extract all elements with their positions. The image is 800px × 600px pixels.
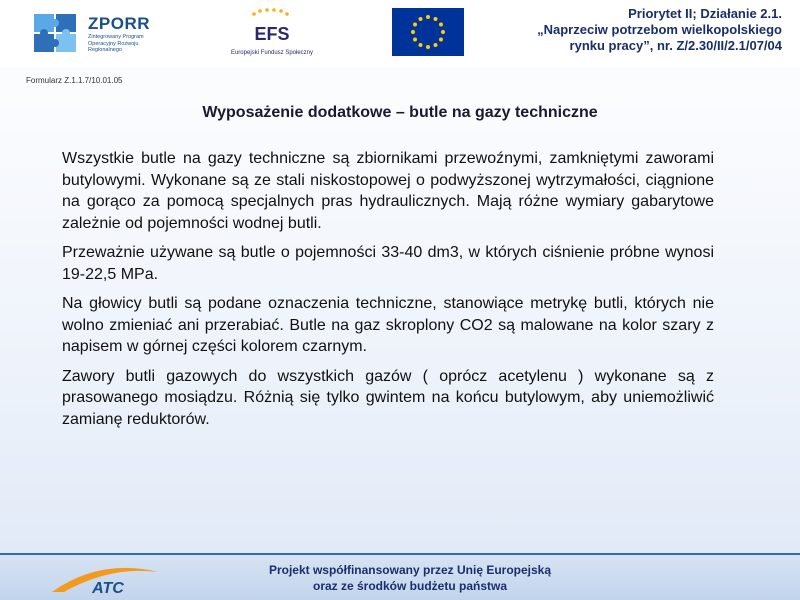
priority-info — [482, 6, 782, 54]
priority-line: „Naprzeciw potrzebom wielkopolskiego — [537, 22, 782, 37]
slide-title: Wyposażenie dodatkowe – butle na gazy techniczne — [202, 104, 598, 121]
atc-logo-text: ATC — [92, 580, 124, 596]
body-paragraph: Zawory butli gazowych do wszystkich gazów ( oprócz acetylenu ) wykonane są z prasowanego mosiądzu. Różnią się tylko gwintem na końcu butylowym, aby uniemożliwić zamianę reduktorów. — [62, 367, 714, 428]
eu-star-icon — [413, 38, 417, 42]
efs-caption: Europejski Fundusz Społeczny — [230, 50, 314, 56]
eu-star-icon — [413, 23, 417, 27]
eu-star-icon — [411, 30, 415, 34]
eu-star-icon — [439, 23, 443, 27]
footer-line: Projekt współfinansowany przez Unię Europejską — [268, 563, 552, 577]
efs-mark-text: EFS — [254, 24, 290, 44]
eu-star-icon — [426, 15, 430, 19]
body-paragraph: Wszystkie butle na gazy techniczne są zbiornikami przewoźnymi, zamkniętymi zaworami butylowymi. Wykonane są ze stali niskostopowej o podwyższonej wytrzymałości, ciągnione na gorąco za pomocą specjalnych pras hydraulicznych. Mają różne wymiary gabarytowe zależnie od pojemności wodnej butli. — [62, 150, 714, 232]
footer-cofinancing — [230, 562, 590, 594]
zporr-puzzle-icon — [32, 12, 80, 56]
eu-star-icon — [441, 30, 445, 34]
header-bar — [0, 0, 800, 66]
eu-star-icon — [434, 43, 438, 47]
slide-body — [62, 148, 714, 438]
zporr-subtitle: Zintegrowany Program Operacyjny Rozwoju Regionalnego — [88, 34, 144, 53]
eu-flag-icon — [392, 8, 464, 56]
body-paragraph: Przeważnie używane są butle o pojemności 33-40 dm3, w których ciśnienie próbne wynosi 19-22,5 MPa. — [62, 244, 714, 283]
form-reference: Formularz Z.1.1.7/10.01.05 — [26, 76, 123, 85]
body-paragraph: Na głowicy butli są podane oznaczenia techniczne, stanowiące metrykę butli, których nie wolno zmieniać ani przerabiać. Butle na gaz skroplony CO2 są malowane na kolor szary z napisem w górnej części kolorem czarnym. — [62, 295, 714, 355]
eu-star-icon — [434, 17, 438, 21]
footer-line: oraz ze środków budżetu państwa — [312, 579, 508, 593]
efs-star-icon — [244, 8, 300, 48]
atc-logo — [50, 562, 160, 596]
zporr-name: ZPORR — [88, 14, 150, 33]
priority-line: rynku pracy”, nr. Z/2.30/II/2.1/07/04 — [569, 38, 782, 53]
eu-star-icon — [439, 38, 443, 42]
eu-star-icon — [426, 45, 430, 49]
eu-star-icon — [419, 43, 423, 47]
zporr-logo — [32, 10, 162, 60]
efs-logo — [226, 8, 318, 60]
eu-star-icon — [419, 17, 423, 21]
priority-line: Priorytet II; Działanie 2.1. — [628, 6, 782, 21]
